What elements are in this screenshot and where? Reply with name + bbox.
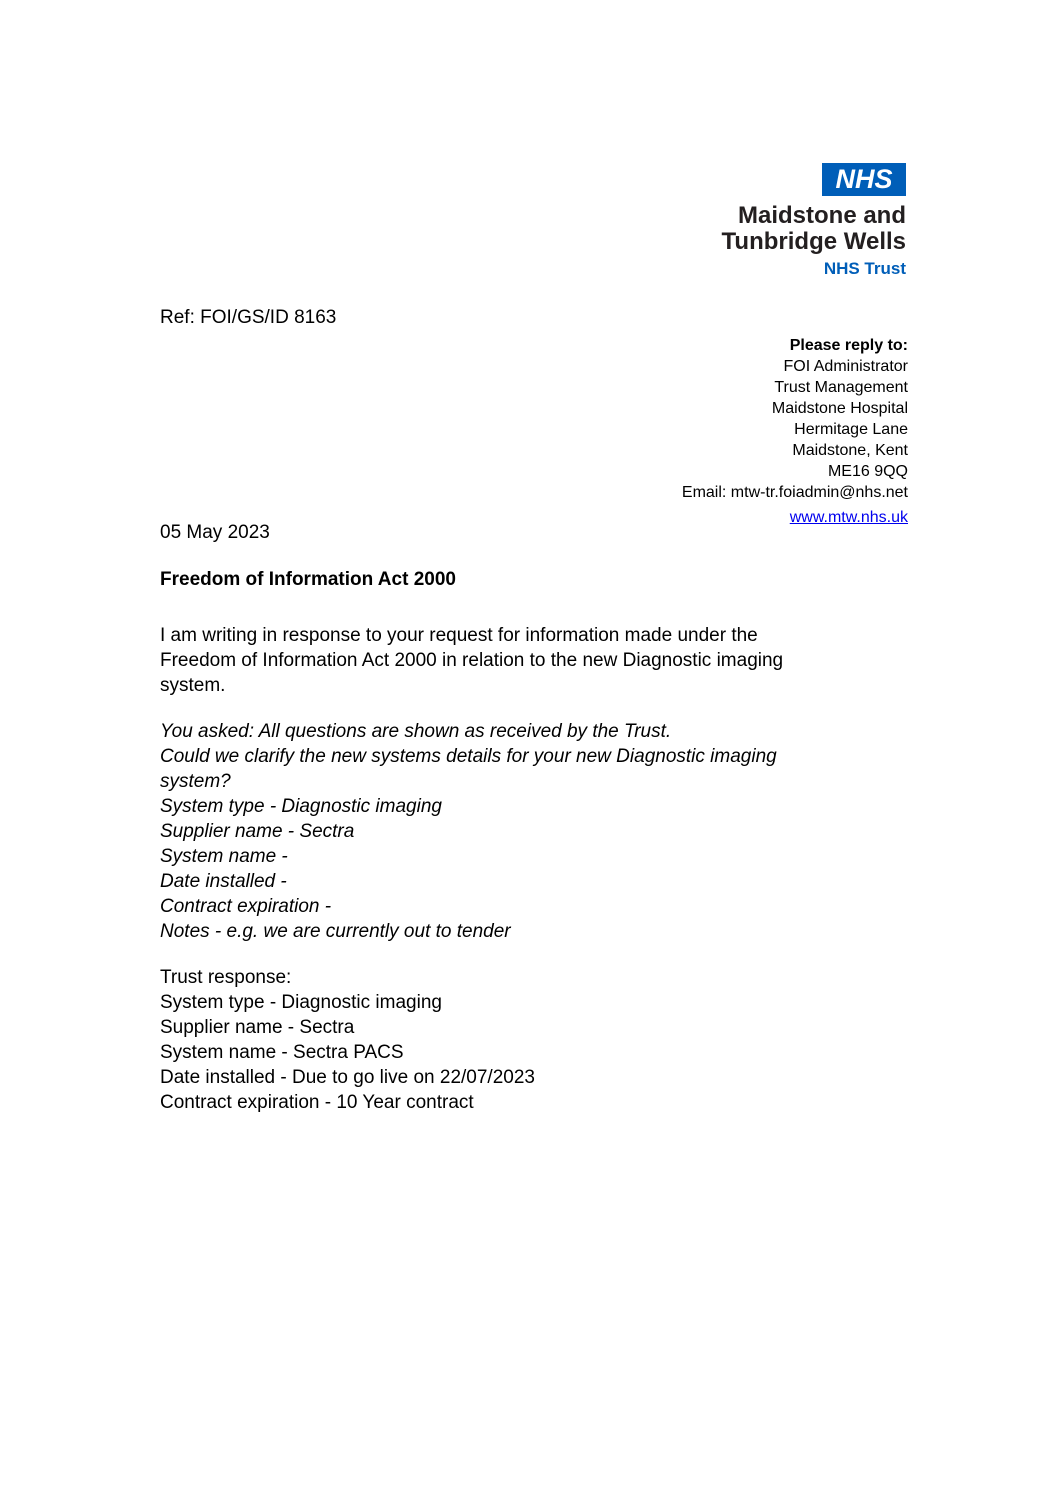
request-line: Supplier name - Sectra	[160, 821, 355, 842]
subject-heading: Freedom of Information Act 2000	[160, 569, 456, 590]
reply-to-heading: Please reply to:	[789, 337, 908, 354]
org-name-line1: Maidstone and	[737, 202, 906, 229]
response-line: Trust response:	[160, 967, 292, 988]
reply-to-line-hospital: Maidstone Hospital	[771, 400, 908, 417]
request-line: System type - Diagnostic imaging	[160, 796, 442, 817]
nhs-trust-logo	[722, 163, 906, 279]
response-line: Supplier name - Sectra	[160, 1017, 355, 1038]
request-line: Contract expiration -	[160, 896, 332, 917]
request-quote-block	[160, 719, 777, 944]
reply-to-line-department: Trust Management	[774, 379, 908, 396]
intro-line: system.	[160, 675, 226, 696]
reply-to-line-email: Email: mtw-tr.foiadmin@nhs.net	[681, 484, 908, 501]
reply-to-block	[682, 335, 908, 528]
reply-to-line-street: Hermitage Lane	[794, 421, 908, 438]
response-line: System name - Sectra PACS	[160, 1042, 404, 1063]
reply-to-line-administrator: FOI Administrator	[783, 358, 908, 375]
response-line: Contract expiration - 10 Year contract	[160, 1092, 474, 1113]
intro-line: Freedom of Information Act 2000 in relation to the new Diagnostic imaging	[160, 650, 784, 671]
nhs-trust-label: NHS Trust	[823, 259, 906, 278]
request-line: You asked: All questions are shown as received by the Trust.	[160, 721, 672, 742]
org-name	[722, 203, 906, 255]
org-name-line2: Tunbridge Wells	[721, 228, 906, 255]
request-line: Notes - e.g. we are currently out to tender	[160, 921, 511, 942]
reference-number: Ref: FOI/GS/ID 8163	[160, 307, 337, 328]
letter-date: 05 May 2023	[160, 522, 270, 543]
response-line: System type - Diagnostic imaging	[160, 992, 442, 1013]
trust-response-block	[160, 965, 535, 1115]
reply-to-line-postcode: ME16 9QQ	[827, 463, 908, 480]
nhs-logo-icon: NHS	[822, 163, 906, 196]
request-line: System name -	[160, 846, 288, 867]
request-line: Could we clarify the new systems details for your new Diagnostic imaging	[160, 746, 777, 767]
reply-to-line-town: Maidstone, Kent	[792, 442, 908, 459]
website-link[interactable]: www.mtw.nhs.uk	[789, 509, 908, 526]
intro-paragraph	[160, 623, 783, 698]
response-line: Date installed - Due to go live on 22/07/2023	[160, 1067, 535, 1088]
request-line: system?	[160, 771, 231, 792]
intro-line: I am writing in response to your request for information made under the	[160, 625, 758, 646]
request-line: Date installed -	[160, 871, 287, 892]
